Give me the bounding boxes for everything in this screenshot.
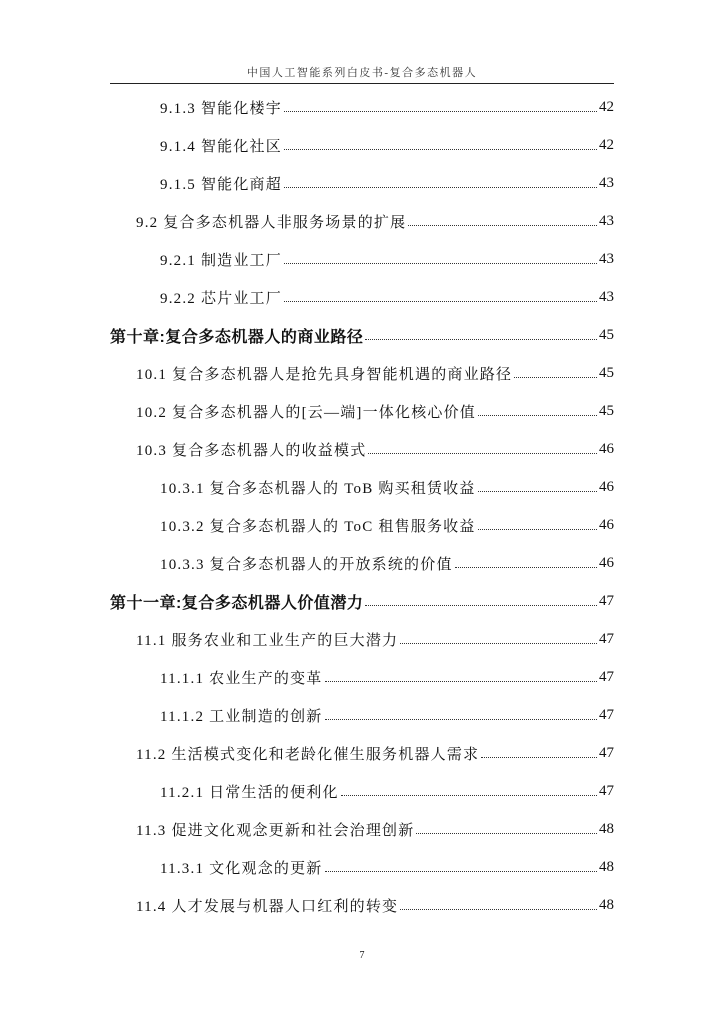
dot-leader [478,491,597,492]
toc-entry[interactable] [136,392,614,430]
dot-leader [284,301,597,302]
dot-leader [408,225,597,226]
toc-entry-page: 43 [599,250,614,267]
dot-leader [481,757,597,758]
dot-leader [478,415,597,416]
toc-entry-page: 48 [599,896,614,913]
toc-entry-page: 48 [599,858,614,875]
toc-entry-title: 10.2 复合多态机器人的[云—端]一体化核心价值 [136,404,476,421]
toc-entry[interactable] [136,886,614,924]
toc-entry-title: 11.3 促进文化观念更新和社会治理创新 [136,822,415,839]
toc-entry-page: 45 [599,326,614,343]
toc-entry-page: 42 [599,136,614,153]
toc-entry[interactable] [136,620,614,658]
toc-entry-page: 43 [599,174,614,191]
toc-entry-page: 42 [599,98,614,115]
toc-entry-title: 9.2.2 芯片业工厂 [160,290,282,307]
dot-leader [365,605,597,606]
toc-entry[interactable] [136,354,614,392]
toc-entry[interactable] [136,734,614,772]
toc-entry-page: 47 [599,592,614,609]
toc-entry-title: 第十章:复合多态机器人的商业路径 [110,328,364,346]
toc-entry[interactable] [160,468,614,506]
toc-entry-page: 47 [599,630,614,647]
toc-entry-title: 9.2 复合多态机器人非服务场景的扩展 [136,214,407,231]
toc-entry-page: 48 [599,820,614,837]
toc-entry-page: 46 [599,478,614,495]
toc-entry-page: 45 [599,364,614,381]
toc-entry-title: 11.1.1 农业生产的变革 [160,670,323,687]
toc-entry-title: 11.3.1 文化观念的更新 [160,860,323,877]
toc-entry[interactable] [160,506,614,544]
dot-leader [341,795,597,796]
toc-entry-title: 11.2.1 日常生活的便利化 [160,784,339,801]
toc-entry-page: 46 [599,516,614,533]
dot-leader [325,719,598,720]
toc-entry-title: 11.1 服务农业和工业生产的巨大潜力 [136,632,399,649]
toc-entry-title: 10.3 复合多态机器人的收益模式 [136,442,367,459]
toc-entry-title: 10.3.1 复合多态机器人的 ToB 购买租赁收益 [160,480,476,497]
toc-entry-page: 43 [599,288,614,305]
toc-entry-page: 46 [599,440,614,457]
dot-leader [478,529,597,530]
toc-entry-title: 11.2 生活模式变化和老龄化催生服务机器人需求 [136,746,480,763]
toc-entry-page: 46 [599,554,614,571]
header-divider [110,83,614,84]
toc-entry-page: 45 [599,402,614,419]
toc-chapter-entry[interactable] [110,582,614,620]
dot-leader [284,263,597,264]
toc-entry-title: 10.3.3 复合多态机器人的开放系统的价值 [160,556,453,573]
toc-entry-title: 9.1.3 智能化楼宇 [160,100,282,117]
toc-entry[interactable] [160,240,614,278]
toc-entry-title: 9.1.5 智能化商超 [160,176,282,193]
toc-entry[interactable] [160,164,614,202]
toc-entry-title: 11.1.2 工业制造的创新 [160,708,323,725]
toc-entry-page: 47 [599,782,614,799]
toc-entry[interactable] [160,278,614,316]
toc-entry-page: 47 [599,744,614,761]
toc-entry[interactable] [160,544,614,582]
toc-entry-title: 第十一章:复合多态机器人价值潜力 [110,594,364,612]
toc-entry-title: 11.4 人才发展与机器人口红利的转变 [136,898,399,915]
dot-leader [284,187,597,188]
dot-leader [400,643,597,644]
toc-entry-page: 47 [599,668,614,685]
dot-leader [365,339,597,340]
toc-entry[interactable] [136,810,614,848]
dot-leader [368,453,597,454]
dot-leader [325,681,598,682]
toc-entry-title: 9.1.4 智能化社区 [160,138,282,155]
dot-leader [400,909,597,910]
toc-entry-title: 10.1 复合多态机器人是抢先具身智能机遇的商业路径 [136,366,513,383]
toc-entry-page: 43 [599,212,614,229]
dot-leader [514,377,597,378]
toc-entry[interactable] [160,848,614,886]
dot-leader [416,833,597,834]
toc-entry[interactable] [160,696,614,734]
dot-leader [284,111,597,112]
page-number: 7 [359,950,365,961]
toc-chapter-entry[interactable] [110,316,614,354]
toc-entry[interactable] [160,658,614,696]
dot-leader [455,567,597,568]
running-header: 中国人工智能系列白皮书-复合多态机器人 [246,67,478,79]
toc-entry[interactable] [160,88,614,126]
toc-entry-title: 9.2.1 制造业工厂 [160,252,282,269]
toc-entry[interactable] [160,126,614,164]
toc-entry-title: 10.3.2 复合多态机器人的 ToC 租售服务收益 [160,518,476,535]
toc-entry[interactable] [136,202,614,240]
toc-entry[interactable] [160,772,614,810]
toc-entry-page: 47 [599,706,614,723]
dot-leader [284,149,597,150]
dot-leader [325,871,598,872]
toc-entry[interactable] [136,430,614,468]
